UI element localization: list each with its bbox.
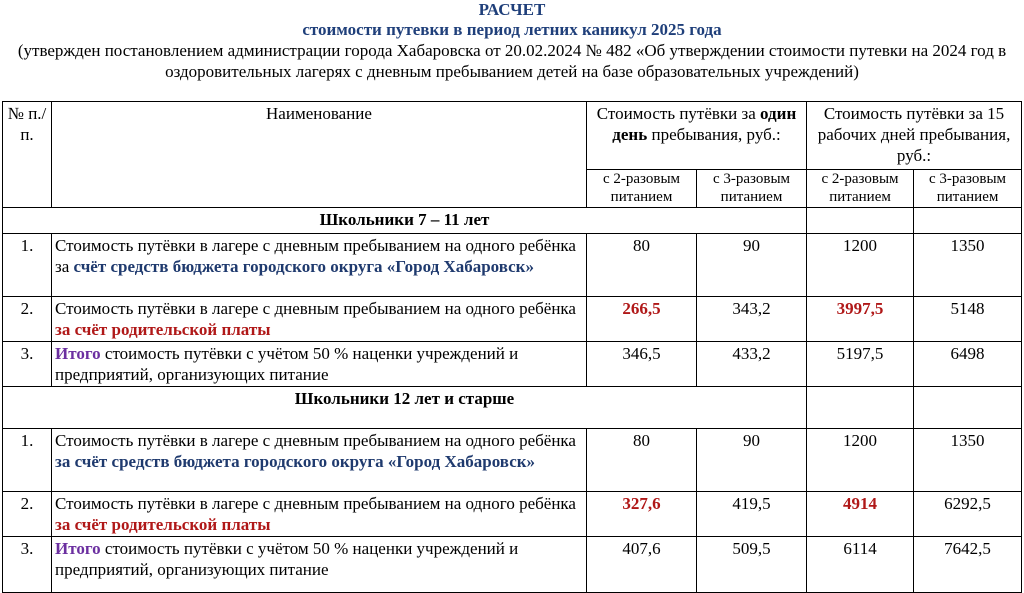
section-title: Школьники 12 лет и старше xyxy=(3,387,807,429)
value-cell: 80 xyxy=(587,429,697,492)
value-cell: 346,5 xyxy=(587,342,697,387)
row-name-highlight: за счёт родительской платы xyxy=(55,320,271,339)
value-cell: 1350 xyxy=(914,234,1022,297)
row-num: 3. xyxy=(3,342,52,387)
table-row xyxy=(3,342,1022,387)
section-row xyxy=(3,387,1022,429)
row-name xyxy=(52,492,587,537)
row-num: 2. xyxy=(3,297,52,342)
per-day-post: пребывания, руб.: xyxy=(651,125,781,144)
value-cell: 343,2 xyxy=(697,297,807,342)
table-row xyxy=(3,234,1022,297)
value-cell: 6292,5 xyxy=(914,492,1022,537)
row-num: 1. xyxy=(3,429,52,492)
meal2-day-header: с 2-разовым питанием xyxy=(587,170,697,208)
table-row xyxy=(3,429,1022,492)
section-row xyxy=(3,208,1022,234)
document-header xyxy=(0,0,1024,82)
value-cell: 5197,5 xyxy=(807,342,914,387)
row-name xyxy=(52,429,587,492)
row-name-highlight: за счёт средств бюджета городского округа «Город Хабаровск» xyxy=(55,452,536,471)
value-cell: 90 xyxy=(697,429,807,492)
table-row xyxy=(3,297,1022,342)
document-note: (утвержден постановлением администрации города Хабаровска от 20.02.2024 № 482 «Об утверждении стоимости путевки на 2024 год в оздоровительных лагерях с дневным пребыванием детей на базе образовательных учреждений) xyxy=(17,41,1007,81)
value-cell: 90 xyxy=(697,234,807,297)
row-name xyxy=(52,342,587,387)
header-row xyxy=(3,102,1022,170)
row-name-pre: Стоимость путёвки в лагере с дневным пребыванием на одного ребёнка xyxy=(55,431,576,450)
section-title: Школьники 7 – 11 лет xyxy=(3,208,807,234)
row-name-highlight: за счёт родительской платы xyxy=(55,515,271,534)
value-cell: 3997,5 xyxy=(807,297,914,342)
row-name xyxy=(52,234,587,297)
row-name xyxy=(52,537,587,593)
meal2-15-header: с 2-разовым питанием xyxy=(807,170,914,208)
meal3-day-header: с 3-разовым питанием xyxy=(697,170,807,208)
row-name-pre: Стоимость путёвки в лагере с дневным пребыванием на одного ребёнка за xyxy=(55,236,576,276)
value-cell: 407,6 xyxy=(587,537,697,593)
value-cell: 4914 xyxy=(807,492,914,537)
row-name-post: стоимость путёвки с учётом 50 % наценки учреждений и предприятий, организующих питание xyxy=(55,539,519,579)
row-name-pre: Стоимость путёвки в лагере с дневным пребыванием на одного ребёнка xyxy=(55,494,576,513)
row-num: 1. xyxy=(3,234,52,297)
value-cell: 5148 xyxy=(914,297,1022,342)
document-title: РАСЧЕТ xyxy=(478,0,546,19)
per-day-bold: один день xyxy=(612,104,797,144)
value-cell: 6114 xyxy=(807,537,914,593)
row-name-highlight: Итого xyxy=(55,539,101,558)
row-name-highlight: Итого xyxy=(55,344,101,363)
row-name xyxy=(52,297,587,342)
row-name-pre: Стоимость путёвки в лагере с дневным пребыванием на одного ребёнка xyxy=(55,299,576,318)
value-cell: 509,5 xyxy=(697,537,807,593)
value-cell: 7642,5 xyxy=(914,537,1022,593)
per-day-pre: Стоимость путёвки за xyxy=(596,104,756,123)
col-per-15-header: Стоимость путёвки за 15 рабочих дней пребывания, руб.: xyxy=(807,102,1022,170)
col-per-day-header xyxy=(587,102,807,170)
value-cell: 266,5 xyxy=(587,297,697,342)
row-name-highlight: счёт средств бюджета городского округа «Город Хабаровск» xyxy=(73,257,534,276)
value-cell: 1350 xyxy=(914,429,1022,492)
row-num: 3. xyxy=(3,537,52,593)
table-row xyxy=(3,492,1022,537)
value-cell: 327,6 xyxy=(587,492,697,537)
value-cell: 6498 xyxy=(914,342,1022,387)
document-subtitle: стоимости путевки в период летних каникул 2025 года xyxy=(302,20,722,39)
value-cell: 433,2 xyxy=(697,342,807,387)
value-cell: 419,5 xyxy=(697,492,807,537)
price-table xyxy=(2,101,1022,593)
col-num-header: № п./п. xyxy=(3,102,52,208)
row-num: 2. xyxy=(3,492,52,537)
value-cell: 1200 xyxy=(807,234,914,297)
value-cell: 1200 xyxy=(807,429,914,492)
value-cell: 80 xyxy=(587,234,697,297)
meal3-15-header: с 3-разовым питанием xyxy=(914,170,1022,208)
col-name-header: Наименование xyxy=(52,102,587,208)
table-row xyxy=(3,537,1022,593)
row-name-post: стоимость путёвки с учётом 50 % наценки учреждений и предприятий, организующих питание xyxy=(55,344,519,384)
